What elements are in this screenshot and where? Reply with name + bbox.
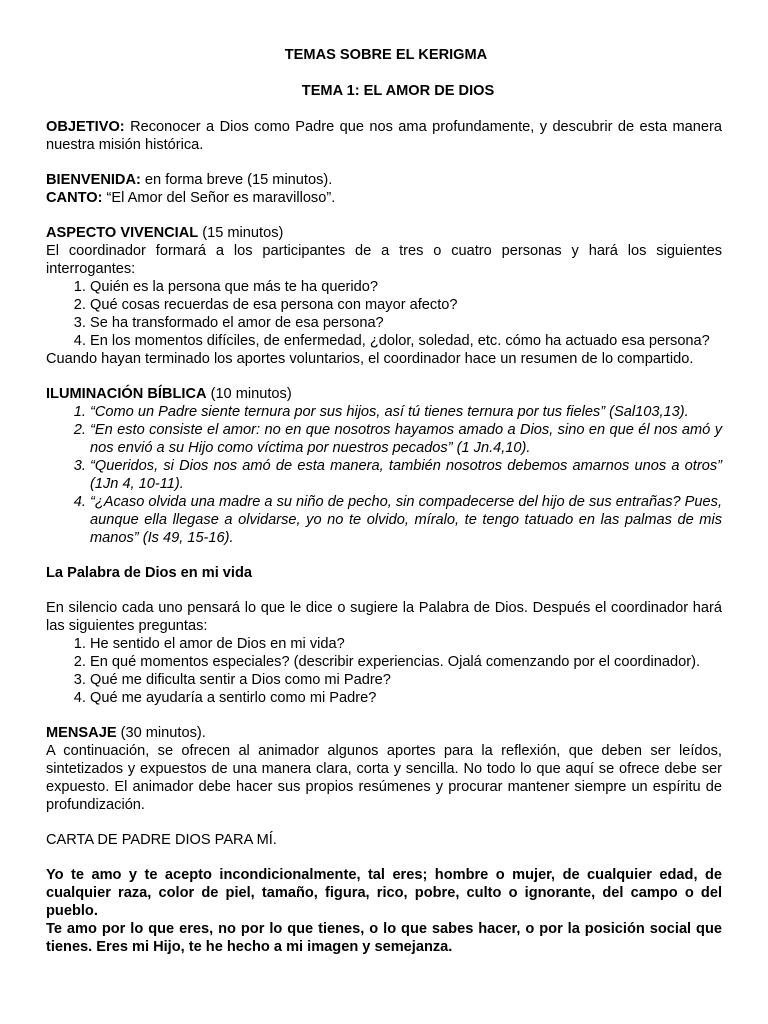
bienvenida-label: BIENVENIDA:	[46, 172, 141, 188]
objetivo-paragraph	[46, 118, 722, 154]
aspecto-closing: Cuando hayan terminado los aportes voluntarios, el coordinador hace un resumen de lo compartido.	[46, 351, 694, 367]
palabra-intro: En silencio cada uno pensará lo que le dice o sugiere la Palabra de Dios. Después el coordinador hará las siguientes preguntas:	[46, 600, 722, 634]
carta-paragraph-1: Yo te amo y te acepto incondicionalmente, tal eres; hombre o mujer, de cualquier edad, de cualquier raza, color de piel, tamaño, figura, rico, pobre, culto o ignorante, del campo o del pueblo.	[46, 867, 722, 919]
aspecto-list	[46, 278, 722, 350]
list-item: 2. En qué momentos especiales? (describir experiencias. Ojalá comenzando por el coordinador).	[90, 653, 722, 671]
palabra-heading: La Palabra de Dios en mi vida	[46, 565, 253, 581]
bienvenida-text: en forma breve (15 minutos).	[140, 172, 333, 188]
aspecto-time: (15 minutos)	[198, 225, 284, 241]
mensaje-label: MENSAJE	[46, 725, 117, 741]
iluminacion-time: (10 minutos)	[206, 386, 292, 402]
document-subtitle: TEMA 1: EL AMOR DE DIOS	[301, 83, 495, 99]
iluminacion-heading	[46, 385, 722, 403]
mensaje-time: (30 minutos).	[116, 725, 206, 741]
list-item: 2. Qué cosas recuerdas de esa persona con mayor afecto?	[90, 296, 722, 314]
aspecto-label: ASPECTO VIVENCIAL	[46, 225, 199, 241]
list-item: 1. He sentido el amor de Dios en mi vida?	[90, 635, 722, 653]
bienvenida-line	[46, 171, 722, 189]
list-item: 3. Se ha transformado el amor de esa persona?	[90, 314, 722, 332]
list-item: 4. “¿Acaso olvida una madre a su niño de pecho, sin compadecerse del hijo de sus entrañas? Pues, aunque ella llegase a olvidarse, yo no te olvido, míralo, te tengo tatuado en las palmas de mis manos” (Is 49, 15-16).	[90, 493, 722, 547]
canto-label: CANTO:	[46, 190, 103, 206]
list-item: 1. Quién es la persona que más te ha querido?	[90, 278, 722, 296]
aspecto-heading	[46, 224, 722, 242]
list-item: 4. Qué me ayudaría a sentirlo como mi Padre?	[90, 689, 722, 707]
carta-heading: CARTA DE PADRE DIOS PARA MÍ.	[46, 832, 277, 848]
iluminacion-list	[46, 403, 722, 547]
canto-line	[46, 189, 722, 207]
list-item: 4. En los momentos difíciles, de enfermedad, ¿dolor, soledad, etc. cómo ha actuado esa persona?	[90, 332, 722, 350]
list-item: 1. “Como un Padre siente ternura por sus hijos, así tú tienes ternura por tus fieles” (Sal103,13).	[90, 403, 722, 421]
iluminacion-label: ILUMINACIÓN BÍBLICA	[46, 386, 207, 402]
carta-paragraph-2: Te amo por lo que eres, no por lo que tienes, o lo que sabes hacer, o por la posición social que tienes. Eres mi Hijo, te he hecho a mi imagen y semejanza.	[46, 921, 722, 955]
canto-text: “El Amor del Señor es maravilloso”.	[102, 190, 336, 206]
mensaje-heading	[46, 724, 722, 742]
objetivo-text: Reconocer a Dios como Padre que nos ama profundamente, y descubrir de esta manera nuestra misión histórica.	[46, 119, 722, 153]
list-item: 3. Qué me dificulta sentir a Dios como mi Padre?	[90, 671, 722, 689]
palabra-list	[46, 635, 722, 707]
document-title: TEMAS SOBRE EL KERIGMA	[284, 47, 488, 63]
mensaje-text: A continuación, se ofrecen al animador algunos aportes para la reflexión, que deben ser leídos, sintetizados y expuestos de una manera clara, corta y sencilla. No todo lo que aquí se ofrece debe ser expuesto. El animador debe hacer sus propios resúmenes y procurar mantener siempre un espíritu de profundización.	[46, 743, 722, 813]
aspecto-intro: El coordinador formará a los participantes de a tres o cuatro personas y hará los siguientes interrogantes:	[46, 243, 722, 277]
list-item: 2. “En esto consiste el amor: no en que nosotros hayamos amado a Dios, sino en que él nos amó y nos envió a su Hijo como víctima por nuestros pecados” (1 Jn.4,10).	[90, 421, 722, 457]
carta-body	[46, 866, 722, 956]
objetivo-label: OBJETIVO:	[46, 119, 125, 135]
list-item: 3. “Queridos, si Dios nos amó de esta manera, también nosotros debemos amarnos unos a otros” (1Jn 4, 10-11).	[90, 457, 722, 493]
